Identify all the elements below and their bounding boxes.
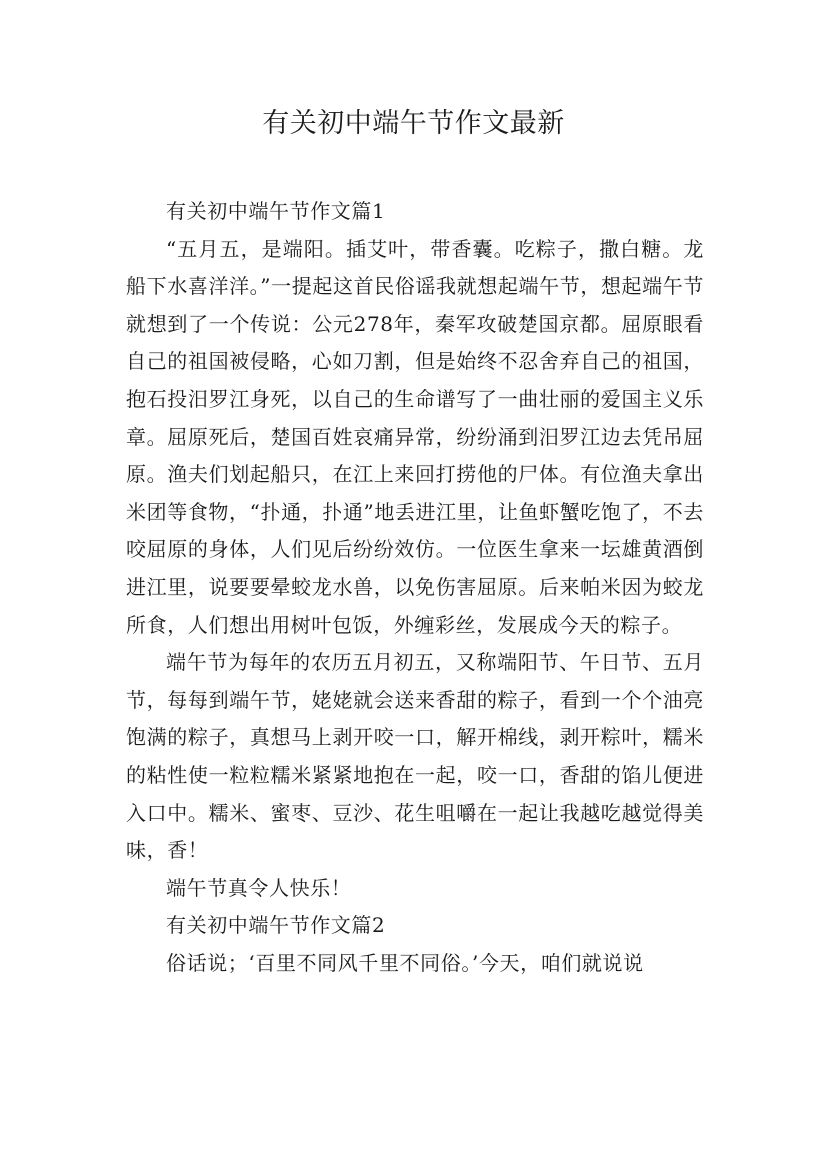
document-title: 有关初中端午节作文最新 [262, 108, 565, 139]
paragraph-saying: 俗话说；‘百里不同风千里不同俗。’今天，咱们就说说 [166, 950, 644, 975]
paragraph-legend: “五月五，是端阳。插艾叶，带香囊。吃粽子，撒白糖。龙船下水喜洋洋。”一提起这首民俗谣我就想起端午节，想起端午节就想到了一个传说：公元278年，秦军攻破楚国京都。屈原眼看自己的祖国被侵略，心如刀割，但是始终不忍舍弃自己的祖国，抱石投汨罗江身死，以自己的生命谱写了一曲壮丽的爱国主义乐章。屈原死后，楚国百姓哀痛异常，纷纷涌到汨罗江边去凭吊屈原。渔夫们划起船只，在江上来回打捞他的尸体。有位渔夫拿出米团等食物，“扑通，扑通”地丢进江里，让鱼虾蟹吃饱了，不去咬屈原的身体，人们见后纷纷效仿。一位医生拿来一坛雄黄酒倒进江里，说要要晕蛟龙水兽，以免伤害屈原。后来帕米因为蛟龙所食，人们想出用树叶包饭，外缠彩丝，发展成今天的粽子。 [126, 236, 704, 637]
paragraph-zongzi: 端午节为每年的农历五月初五，又称端阳节、午日节、五月节，每每到端午节，姥姥就会送来香甜的粽子，看到一个个油亮饱满的粽子，真想马上剥开咬一口，解开棉线，剥开粽叶，糯米的粘性使一粒粒糯米紧紧地抱在一起，咬一口，香甜的馅儿便进入口中。糯米、蜜枣、豆沙、花生咀嚼在一起让我越吃越觉得美味，香！ [126, 650, 704, 863]
paragraph-happy: 端午节真令人快乐！ [166, 875, 352, 900]
section-heading-2: 有关初中端午节作文篇2 [166, 913, 386, 938]
section-heading-1: 有关初中端午节作文篇1 [166, 199, 386, 223]
document-body [126, 193, 704, 982]
